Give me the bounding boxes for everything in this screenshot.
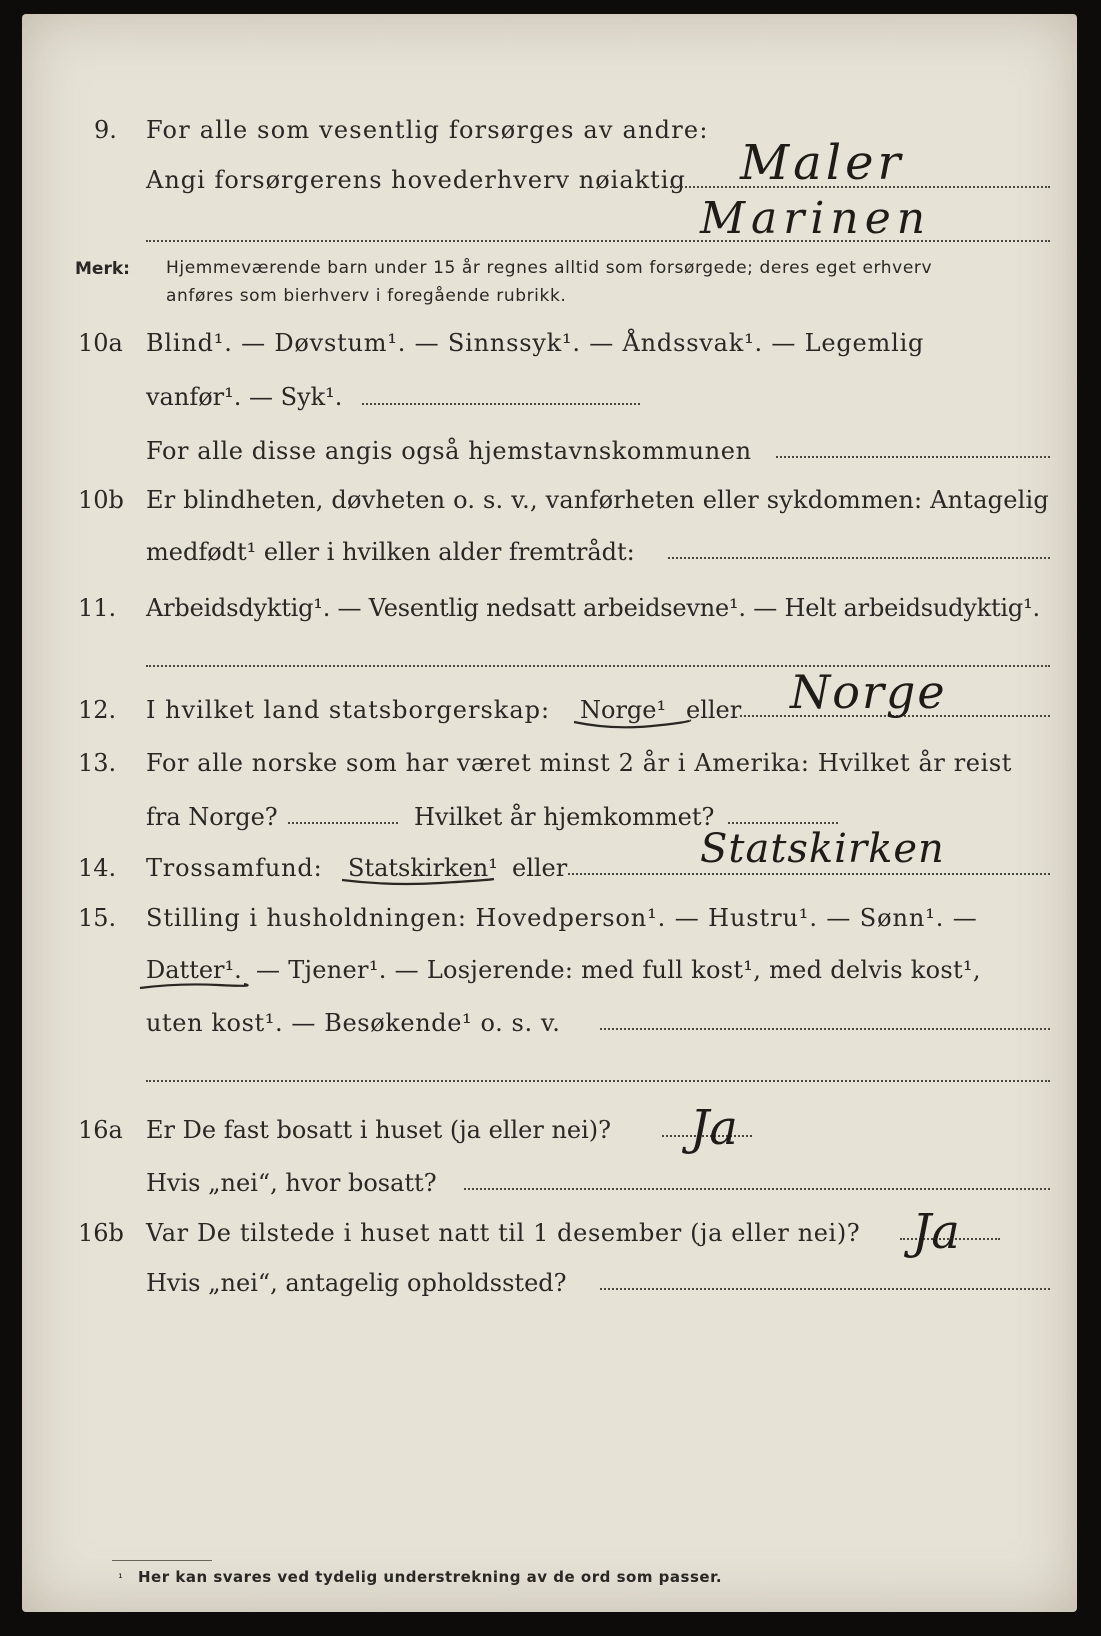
q10b-prompt: medfødt¹ eller i hvilken alder fremtrådt:: [146, 538, 635, 566]
q12-handwritten-answer: Norge: [790, 665, 947, 719]
q16a-number: 16a: [78, 1116, 123, 1144]
q9-handwritten-answer-1: Maler: [740, 135, 905, 191]
q13-number: 13.: [78, 749, 117, 777]
q13-hjemkommet-prompt: Hvilket år hjemkommet?: [414, 803, 715, 831]
q10b-answer-line: [668, 557, 1050, 559]
q13-hjemkommet-line: [728, 822, 838, 824]
q13-reist-line: [288, 822, 398, 824]
q10b-question: Er blindheten, døvheten o. s. v., vanførheten eller sykdommen: Antagelig: [146, 486, 1049, 514]
q16a-handwritten-answer: Ja: [690, 1100, 738, 1156]
q10a-hjemstavn-line: [776, 456, 1050, 458]
q15-datter-underline: [138, 980, 248, 996]
q16a-question: Er De fast bosatt i huset (ja eller nei)?: [146, 1116, 612, 1144]
q15-options-line1: Stilling i husholdningen: Hovedperson¹. — Hustru¹. — Sønn¹. —: [146, 904, 978, 932]
q16b-question: Var De tilstede i huset natt til 1 desember (ja eller nei)?: [146, 1219, 861, 1247]
q14-statskirken-underline: [340, 874, 500, 890]
q12-number: 12.: [78, 696, 117, 724]
q14-eller: eller: [512, 854, 568, 882]
footnote-text: Her kan svares ved tydelig understrekning av de ord som passer.: [138, 1568, 723, 1586]
q10a-options: Blind¹. — Døvstum¹. — Sinnssyk¹. — Åndssvak¹. — Legemlig: [146, 329, 925, 357]
merk-label: Merk:: [75, 259, 130, 279]
q12-eller: eller: [686, 696, 742, 724]
q12-prompt: I hvilket land statsborgerskap:: [146, 696, 551, 724]
q9-question: For alle som vesentlig forsørges av andre:: [146, 116, 709, 144]
q15-options-line3: uten kost¹. — Besøkende¹ o. s. v.: [146, 1009, 561, 1037]
merk-text-line2: anføres som bierhverv i foregående rubrikk.: [166, 286, 567, 306]
q9-number: 9.: [94, 116, 117, 144]
q11-number: 11.: [78, 594, 117, 622]
q16a-bosatt-line: [464, 1188, 1050, 1190]
footnote-mark: ¹: [118, 1571, 123, 1585]
q9-second-answer-line: [146, 240, 1050, 242]
q13-question: For alle norske som har været minst 2 år i Amerika: Hvilket år reist: [146, 749, 1013, 777]
q15-second-answer-line: [146, 1080, 1050, 1082]
q12-option-norge: Norge¹: [580, 696, 667, 724]
q15-number: 15.: [78, 904, 117, 932]
q16a-bosatt-prompt: Hvis „nei“, hvor bosatt?: [146, 1169, 437, 1197]
q10a-options-cont: vanfør¹. — Syk¹.: [146, 383, 343, 411]
merk-text-line1: Hjemmeværende barn under 15 år regnes alltid som forsørgede; deres eget erhverv: [166, 258, 933, 278]
q14-prompt: Trossamfund:: [146, 854, 323, 882]
q15-option-datter: Datter¹.: [146, 956, 242, 984]
q15-options-line2: — Tjener¹. — Losjerende: med full kost¹, med delvis kost¹,: [256, 956, 981, 984]
footnote-separator: [112, 1560, 212, 1561]
q10a-number: 10a: [78, 329, 123, 357]
q16b-opholdssted-prompt: Hvis „nei“, antagelig opholdssted?: [146, 1269, 567, 1297]
q16b-handwritten-answer: Ja: [912, 1204, 960, 1260]
q10a-hjemstavn-prompt: For alle disse angis også hjemstavnskommunen: [146, 437, 752, 465]
q14-option-statskirken: Statskirken¹: [348, 854, 498, 882]
q9-prompt: Angi forsørgerens hovederhverv nøiaktig: [146, 166, 686, 194]
q10b-number: 10b: [78, 486, 124, 514]
q13-reist-prompt: fra Norge?: [146, 803, 278, 831]
q14-answer-line: [568, 873, 1050, 875]
q12-norge-underline: [572, 716, 692, 732]
q9-handwritten-answer-2: Marinen: [700, 193, 932, 244]
q10a-answer-line: [362, 403, 640, 405]
q14-number: 14.: [78, 854, 117, 882]
q14-handwritten-answer: Statskirken: [700, 826, 945, 872]
q11-options: Arbeidsdyktig¹. — Vesentlig nedsatt arbeidsevne¹. — Helt arbeidsudyktig¹.: [146, 594, 1040, 622]
q15-answer-line: [600, 1028, 1050, 1030]
q16b-opholdssted-line: [600, 1288, 1050, 1290]
q16b-number: 16b: [78, 1219, 124, 1247]
